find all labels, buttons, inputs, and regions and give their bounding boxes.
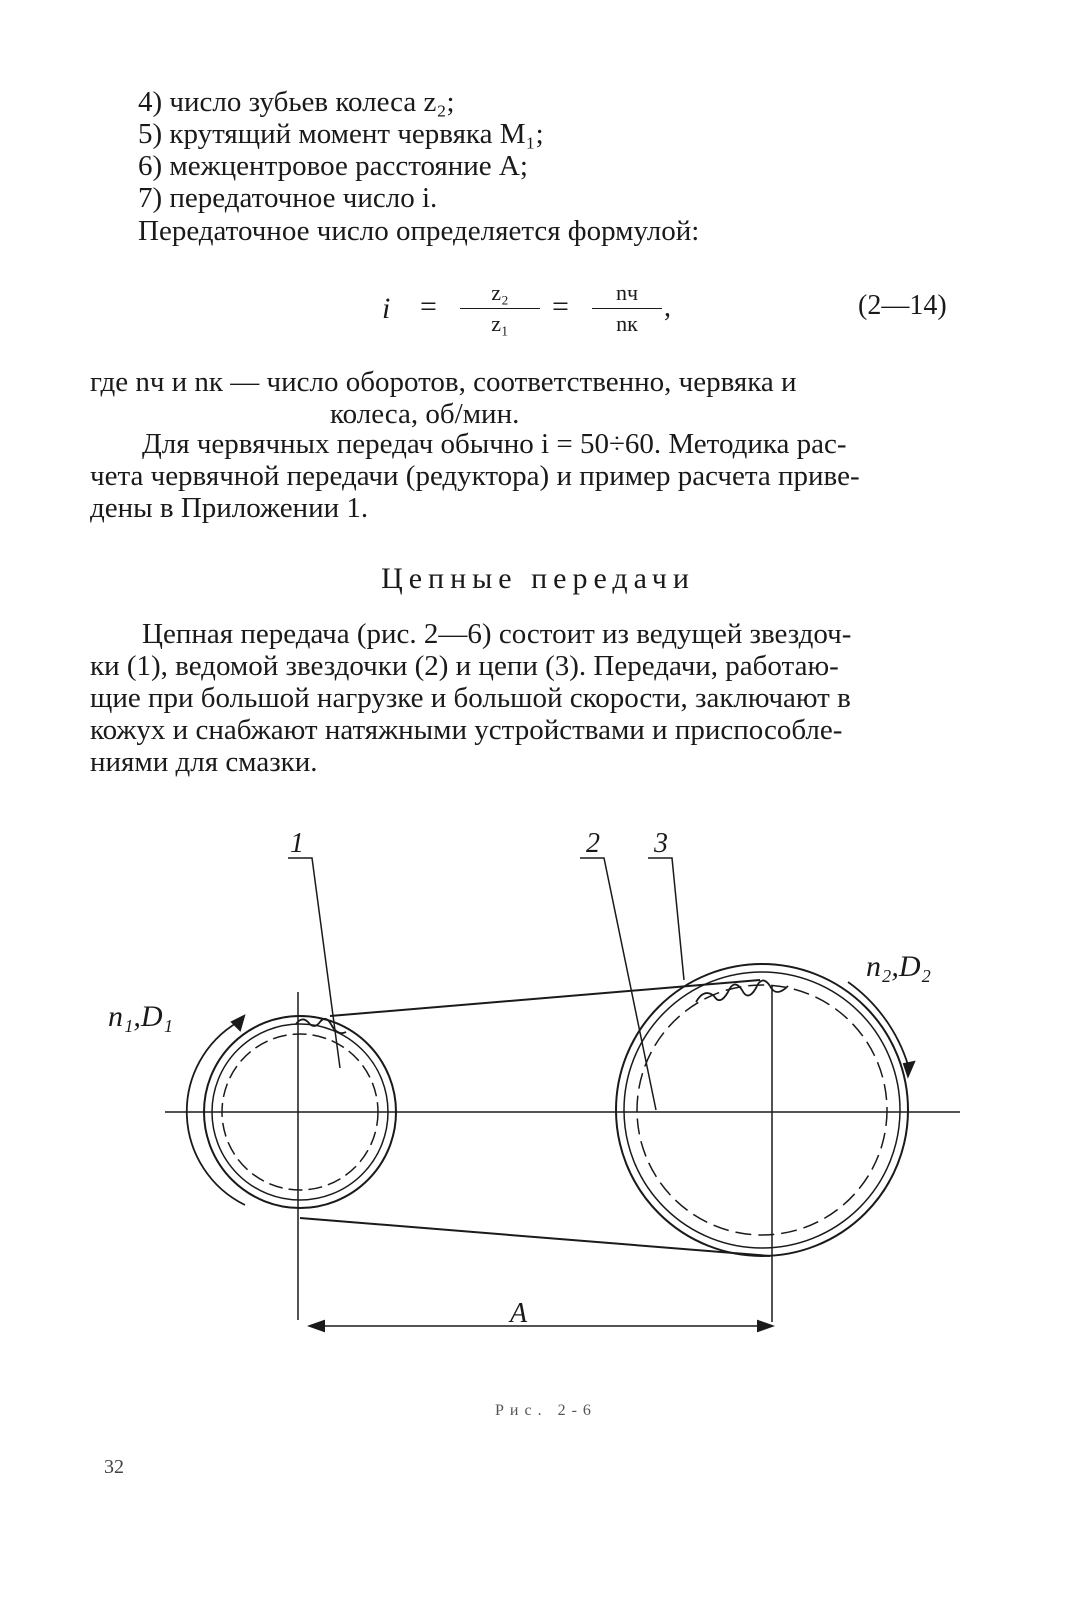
speed-label-driven: n₂,D₂ xyxy=(866,950,932,983)
driven-sprocket-outer xyxy=(616,964,908,1256)
fraction-denominator: z₁ xyxy=(491,311,509,336)
fraction-numerator: nч xyxy=(615,280,639,305)
fraction-bar xyxy=(460,308,540,309)
paragraph-chain-drive xyxy=(90,618,851,778)
paragraph-line: Для червячных передач обычно i = 50÷60. Методика рас- xyxy=(142,428,847,460)
equation-number: (2—14) xyxy=(858,290,947,321)
label-3: 3 xyxy=(654,828,668,859)
leader-1 xyxy=(288,858,340,1068)
paragraph-line: ки (1), ведомой звездочки (2) и цепи (3). Передачи, работаю- xyxy=(90,650,839,682)
figure-caption: Рис. 2-6 xyxy=(495,1402,597,1419)
where-clause: где nч и nк — число оборотов, соответственно, червяка и xyxy=(90,366,797,398)
paragraph-line: Цепная передача (рис. 2—6) состоит из ведущей звездоч- xyxy=(142,618,852,650)
list-item: 7) передаточное число i. xyxy=(138,182,438,214)
fraction-bar xyxy=(592,308,662,309)
section-heading: Цепные передачи xyxy=(381,562,695,595)
chain-upper xyxy=(330,980,760,1016)
list-item: 4) число зубьев колеса z₂; xyxy=(138,86,455,118)
distance-label: A xyxy=(510,1298,528,1329)
list-item: 6) межцентровое расстояние A; xyxy=(138,150,528,182)
dimension-arrow-left xyxy=(310,1321,324,1331)
paragraph-worm-gear xyxy=(90,428,860,524)
rotation-arrow-right xyxy=(848,982,910,1072)
page-number: 32 xyxy=(104,1456,124,1478)
paragraph-line: ниями для смазки. xyxy=(90,746,318,778)
label-1: 1 xyxy=(290,828,304,859)
driven-sprocket-inner xyxy=(624,972,900,1248)
chain-lower xyxy=(300,1218,770,1256)
fraction-teeth xyxy=(460,280,540,337)
arrow-head-left xyxy=(232,1016,244,1030)
fraction-numerator: z₂ xyxy=(491,280,509,305)
driven-sprocket-pitch xyxy=(637,985,887,1235)
paragraph-line: щие при большой нагрузке и большой скорости, заключают в xyxy=(90,682,851,714)
paragraph-line: кожух и снабжают натяжными устройствами и приспособле- xyxy=(90,714,843,746)
fraction-speeds xyxy=(592,280,662,337)
formula-comma: , xyxy=(664,292,671,323)
paragraph-line: дены в Приложении 1. xyxy=(90,492,369,524)
formula-equals: = xyxy=(552,290,569,323)
formula-equals: = xyxy=(420,290,437,323)
parameter-list xyxy=(138,86,544,214)
dimension-arrow-right xyxy=(758,1321,772,1331)
where-clause-continuation: колеса, об/мин. xyxy=(330,398,520,430)
leader-2 xyxy=(580,858,656,1110)
arrow-head-right xyxy=(904,1062,914,1076)
paragraph-line: чета червячной передачи (редуктора) и пример расчета приве- xyxy=(90,460,860,492)
formula-lhs: i xyxy=(382,292,391,325)
speed-label-drive: n₁,D₁ xyxy=(108,1000,174,1033)
chain-drive-figure xyxy=(0,800,1076,1440)
gear-ratio-formula xyxy=(0,280,1076,350)
fraction-denominator: nк xyxy=(616,311,638,336)
rotation-arrow-left xyxy=(187,1022,245,1205)
label-2: 2 xyxy=(586,828,600,859)
formula-intro: Передаточное число определяется формулой: xyxy=(138,215,700,247)
list-item: 5) крутящий момент червяка M₁; xyxy=(138,118,544,150)
leader-3 xyxy=(648,858,684,980)
